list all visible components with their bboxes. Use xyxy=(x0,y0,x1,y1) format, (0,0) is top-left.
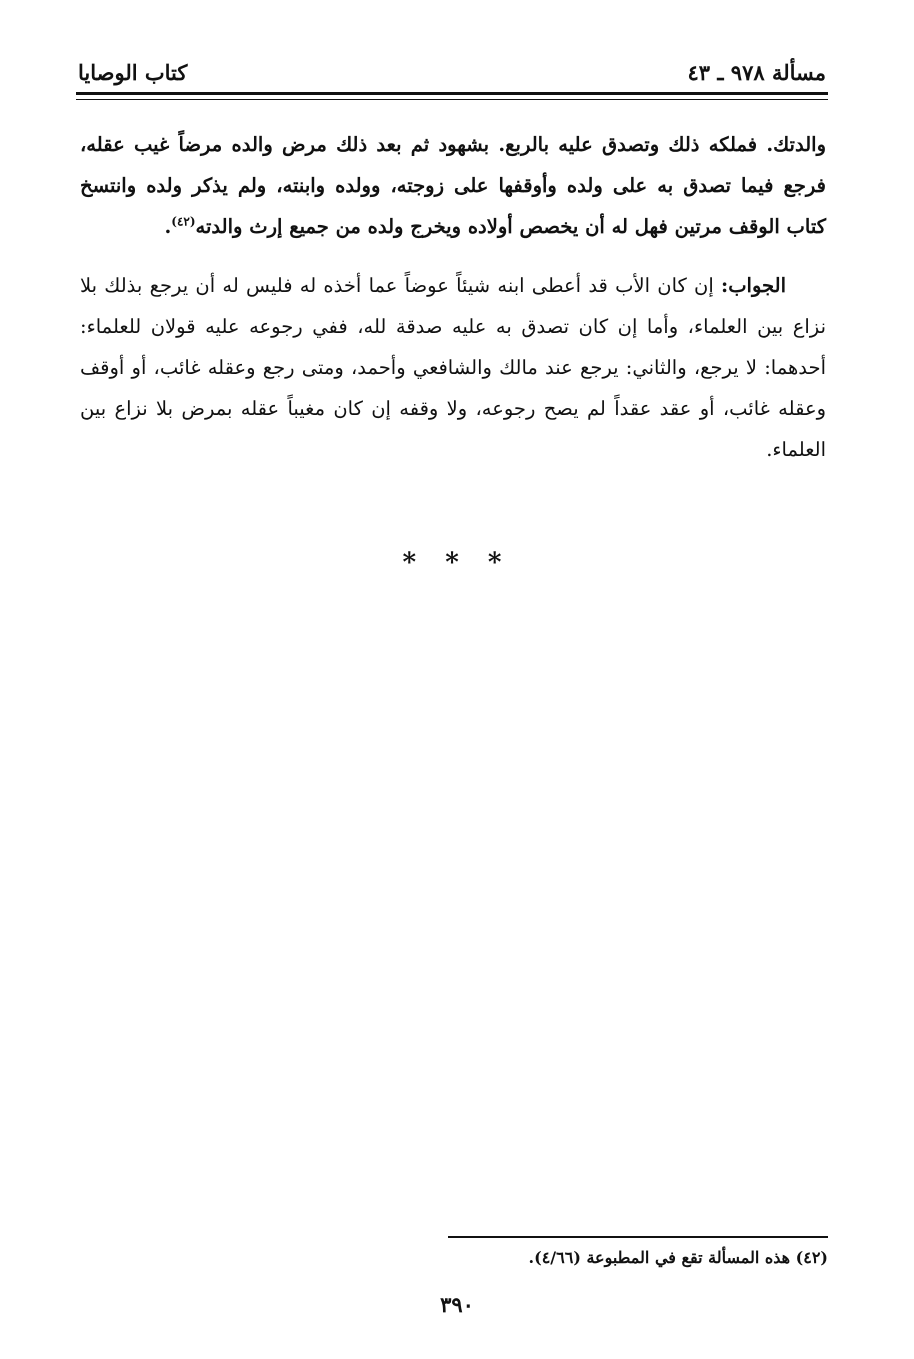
header-rule-thick xyxy=(76,92,828,95)
page-number: ٣٩٠ xyxy=(440,1292,474,1317)
header-rule-thin xyxy=(76,99,828,100)
question-end: . xyxy=(164,215,172,238)
header-book-title: كتاب الوصايا xyxy=(78,60,188,85)
answer-label: الجواب: xyxy=(721,274,786,297)
footnote-rule xyxy=(448,1236,828,1238)
question-text: والدتك. فملكه ذلك وتصدق عليه بالربع. بشهود ثم بعد ذلك مرض والده مرضاً غيب عقله، فرجع فيما تصدق به على ولده وأوقفها على زوجته، وولده وابنته، ولم يذكر ولده وانتسخ كتاب الوقف مرتين فهل له أن يخصص أولاده ويخرج ولده من جميع إرث والدته xyxy=(80,133,826,238)
main-text xyxy=(80,124,826,470)
answer-paragraph xyxy=(80,265,826,470)
section-separator: * * * xyxy=(402,548,512,578)
answer-text: إن كان الأب قد أعطى ابنه شيئاً عوضاً عما أخذه له فليس له أن يرجع بذلك بلا نزاع بين العلماء، وأما إن كان تصدق به عليه صدقة لله، ففي رجوعه عليه قولان للعلماء: أحدهما: لا يرجع، والثاني: يرجع عند مالك والشافعي وأحمد، ومتى رجع وعقله غائب، أو أوقف وعقله غائب، أو عقد عقداً لم يصح رجوعه، ولا وقفه إن كان مغيباً عقله بمرض بلا نزاع بين العلماء. xyxy=(80,274,826,461)
footnote: (٤٢) هذه المسألة تقع في المطبوعة (٤/٦٦). xyxy=(528,1248,828,1267)
header-issue-range: مسألة ٩٧٨ ـ ٤٣ xyxy=(687,60,826,85)
question-paragraph xyxy=(80,124,826,247)
footnote-reference: (٤٢) xyxy=(171,214,196,229)
running-header xyxy=(78,56,826,92)
